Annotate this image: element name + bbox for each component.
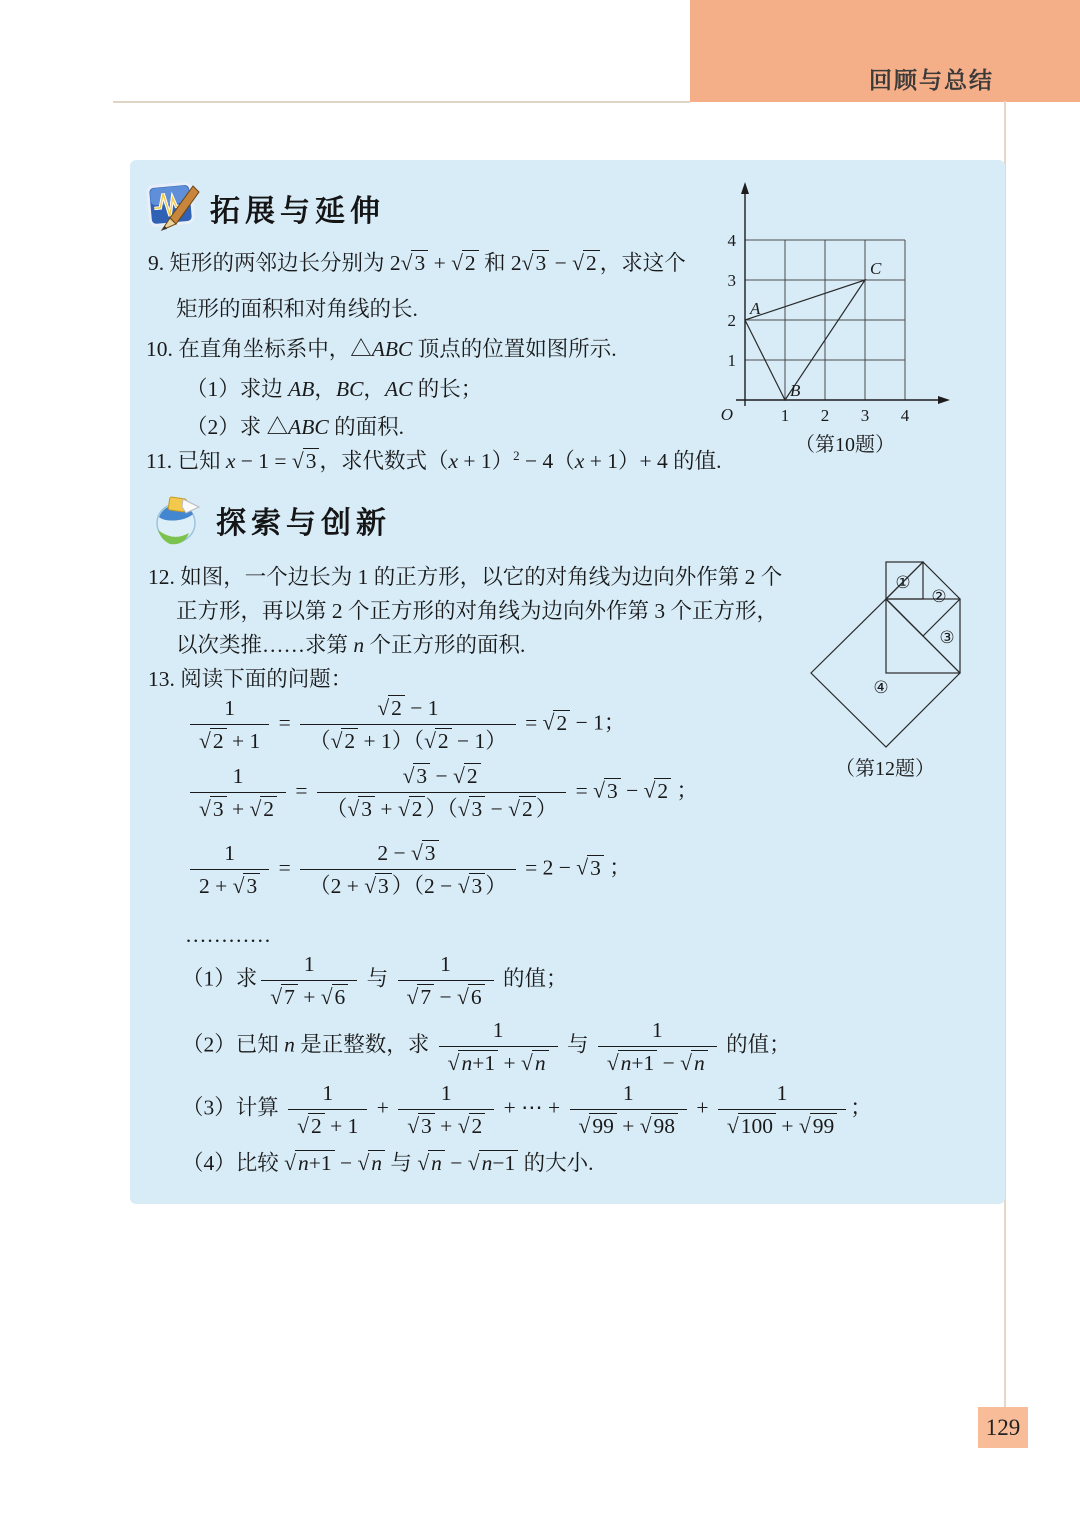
- y-axis-arrow: [741, 182, 749, 194]
- triangle-abc: [745, 280, 865, 400]
- y-tick-4: 4: [727, 231, 736, 250]
- problem-12-line-1: 12. 如图，一个边长为 1 的正方形，以它的对角线为边向外作第 2 个: [148, 565, 783, 589]
- x-tick-2: 2: [820, 406, 830, 425]
- ellipsis-line: …………: [185, 923, 271, 947]
- question-4: （4）比较 √ n+1 − √ n 与 √ n − √ n−1 的大小.: [182, 1151, 594, 1175]
- x-axis-arrow: [938, 396, 950, 404]
- problem-9-line-1: 9. 矩形的两邻边长分别为 2√ 3 + √ 2 和 2√ 3 − √ 2 ，求这个: [148, 251, 686, 275]
- identity-3: $\frac{1}{2 + √ 3}$ = $\frac{2 - √ 3}{(2 + √ 3 )(2 - √ 3 )}$ = 2 − √ 3 ；: [186, 841, 631, 898]
- question-1: （1）求 $\frac{1}{√ 7 + √ 6}$ 与 $\frac{1}{√ 7 - √ 6}$ 的值；: [182, 952, 568, 1009]
- x-tick-1: 1: [780, 406, 790, 425]
- x-tick-3: 3: [860, 406, 870, 425]
- question-2: （2）已知 n 是正整数，求 $\frac{1}{√ n+1 + √ n}$ 与 $\frac{1}{√ n+1 - √ n}$ 的值；: [182, 1018, 791, 1075]
- problem-12-line-3: 以次类推……求第 n 个正方形的面积.: [176, 633, 526, 657]
- problem-10-sub-2: （2）求 △ABC 的面积.: [186, 415, 405, 439]
- problem-11-line: 11. 已知 x − 1 = √ 3 ，求代数式$(x + 1)^2 - 4(x + 1)+ 4$ 的值.: [146, 447, 722, 473]
- page-number: 129: [985, 1414, 1021, 1440]
- problem-9-line-2: 矩形的面积和对角线的长.: [176, 297, 418, 321]
- square-1-label: ①: [895, 573, 911, 592]
- section-title-expand: 拓展与延伸: [210, 195, 385, 228]
- header-rule: [113, 101, 690, 103]
- problem-10-sub-1: （1）求边 AB，BC，AC 的长；: [186, 377, 483, 401]
- question-3: （3）计算 $\frac{1}{√ 2 + 1}$ + $\frac{1}{√ 3 + √ 2}$ + ⋯ + $\frac{1}{√ 99 + √ 98}$ + $\frac{1}{√ 100 + √ 99}$ ；: [182, 1081, 872, 1138]
- chapter-banner: [690, 0, 1080, 102]
- globe-plane-icon: [150, 490, 206, 548]
- problem-12-line-2: 正方形，再以第 2 个正方形的对角线为边向外作第 3 个正方形，: [176, 599, 779, 623]
- problem-10-line: 10. 在直角坐标系中，△ABC 顶点的位置如图所示.: [146, 337, 617, 361]
- vertex-c-label: C: [870, 259, 882, 278]
- x-tick-4: 4: [900, 406, 910, 425]
- figure-problem12-caption: （第12题）: [835, 758, 935, 780]
- y-tick-2: 2: [727, 311, 736, 330]
- y-tick-1: 1: [727, 351, 736, 370]
- square-4-label: ④: [873, 678, 889, 697]
- figure-problem10-coordinate-graph: [700, 175, 960, 425]
- exercise-panel: [130, 160, 1005, 1204]
- square-3-label: ③: [939, 628, 955, 647]
- figure-problem12-squares: [802, 552, 964, 752]
- square-2-label: ②: [931, 587, 947, 606]
- identity-2: $\frac{1}{√ 3 + √ 2}$ = $\frac{√ 3 - √ 2}{(√ 3 + √ 2 )(√ 3 - √ 2 )}$ = √ 3 − √ 2 ；: [186, 764, 698, 821]
- vertex-a-label: A: [750, 299, 761, 318]
- section-title-explore: 探索与创新: [216, 507, 391, 540]
- chapter-banner-title: 回顾与总结: [869, 67, 994, 93]
- y-tick-3: 3: [727, 271, 736, 290]
- identity-1: $\frac{1}{√ 2 + 1}$ = $\frac{√ 2 - 1}{(√ 2 + 1)(√ 2 - 1)}$ = √ 2 − 1；: [186, 696, 625, 753]
- page-number-badge: [978, 1407, 1028, 1448]
- pulse-pencil-icon: [146, 180, 204, 234]
- vertex-b-label: B: [790, 381, 801, 400]
- problem-13-intro: 13. 阅读下面的问题：: [148, 667, 353, 691]
- figure-problem10-caption: （第10题）: [795, 434, 895, 456]
- axes: [736, 192, 941, 406]
- origin-label: O: [720, 405, 733, 424]
